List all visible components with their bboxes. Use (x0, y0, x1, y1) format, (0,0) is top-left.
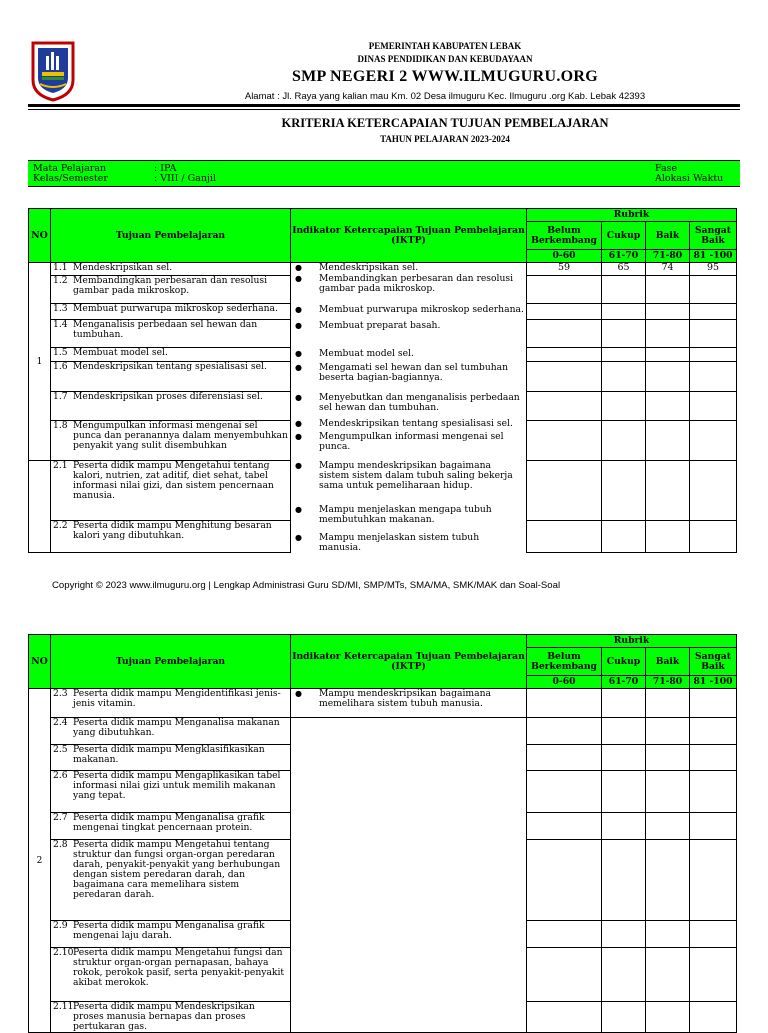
score-cell[interactable] (602, 840, 646, 921)
tp-item (51, 948, 291, 1002)
info-values (154, 164, 216, 184)
head-iktp: Indikator Ketercapaian Tujuan Pembelajaran (IKTP) (291, 209, 527, 263)
score-cell[interactable] (646, 718, 690, 745)
school-address: Alamat : Jl. Raya yang kalian mau Km. 02 Desa ilmuguru Kec. Ilmuguru .org Kab. Lebak 42393 (244, 91, 646, 102)
score-cell[interactable] (690, 948, 737, 1002)
score-cell[interactable] (646, 921, 690, 948)
iktp-text: Membandingkan perbesaran dan resolusi gambar pada mikroskop. (319, 273, 514, 294)
criteria-table-page2 (28, 634, 737, 1033)
score-cell[interactable] (527, 392, 602, 421)
score-cell[interactable] (527, 276, 602, 304)
score-cell[interactable] (646, 689, 690, 718)
tp-text: Peserta didik mampu Menganalisa grafik mengenai laju darah. (73, 920, 265, 941)
score-cell[interactable] (646, 813, 690, 840)
score-cell[interactable] (527, 745, 602, 771)
score-cell[interactable] (690, 718, 737, 745)
tp-number: 1.8 (53, 420, 68, 431)
iktp-text: Mendeskripsikan tentang spesialisasi sel. (319, 418, 513, 429)
bullet: ● (295, 504, 302, 514)
tp-text: Peserta didik mampu Menganalisa makanan yang dibutuhkan. (73, 717, 280, 738)
tp-text: Peserta didik mampu Menganalisa grafik mengenai tingkat pencernaan protein. (73, 812, 265, 833)
score-cell[interactable] (602, 771, 646, 813)
score-cell[interactable] (646, 304, 690, 320)
tp-number: 1.5 (53, 347, 68, 358)
tp-item (51, 771, 291, 813)
score-cell[interactable] (527, 948, 602, 1002)
tp-number: 2.2 (53, 519, 68, 531)
row-number: 1 (29, 263, 51, 461)
head-no: NO (29, 209, 51, 263)
tp-text: Peserta didik mampu Mendeskripsikan proses manusia bernapas dan proses pertukaran gas. (73, 1001, 255, 1032)
score-cell[interactable] (527, 362, 602, 392)
tp-text: Membuat purwarupa mikroskop sederhana. (73, 303, 278, 314)
tp-item (51, 320, 291, 348)
score-cell[interactable] (646, 362, 690, 392)
iktp-text: Mampu mendeskripsikan bagaimana sistem sistem dalam tubuh saling bekerja sama untuk pemeliharaan hidup. (319, 459, 513, 491)
head-no: NO (29, 635, 51, 689)
bullet: ● (295, 532, 302, 542)
range-sangat: 81 -100 (690, 250, 737, 263)
iktp-text: Membuat model sel. (319, 348, 414, 359)
tp-number: 2.3 (53, 688, 68, 699)
gov-name: PEMERINTAH KABUPATEN LEBAK (368, 41, 522, 51)
head-cukup: Cukup (602, 222, 646, 250)
range-cukup: 61-70 (602, 250, 646, 263)
score-cell[interactable] (527, 921, 602, 948)
bullet: ● (295, 263, 302, 272)
head-tp: Tujuan Pembelajaran (51, 635, 291, 689)
score-sangat: 95 (690, 263, 737, 276)
head-belum: Belum Berkembang (527, 648, 602, 676)
bullet: ● (295, 274, 302, 283)
tp-number: 1.7 (53, 391, 68, 402)
tp-number: 2.10 (53, 947, 74, 958)
tp-number: 1.3 (53, 303, 68, 314)
range-baik: 71-80 (646, 676, 690, 689)
tp-item (51, 813, 291, 840)
head-tp: Tujuan Pembelajaran (51, 209, 291, 263)
iktp-text: Mampu menjelaskan sistem tubuh manusia. (319, 531, 480, 553)
score-cell[interactable] (690, 689, 737, 718)
score-cell[interactable] (527, 689, 602, 718)
time-allocation-label: Alokasi Waktu (655, 173, 724, 184)
score-cell[interactable] (602, 1002, 646, 1033)
bullet: ● (295, 393, 302, 402)
tp-item (51, 840, 291, 921)
tp-number: 1.1 (53, 262, 68, 273)
score-cell[interactable] (690, 304, 737, 320)
head-sangat: Sangat Baik (690, 648, 737, 676)
score-cell[interactable] (690, 348, 737, 362)
tp-text: Peserta didik mampu Mengetahui tentang struktur dan fungsi organ-organ peredaran darah, penyakit-penyakit yang berhubungan dengan sistem peredaran darah, dan bagaimana cara memelihara sistem peredaran darah. (73, 839, 281, 900)
score-cell[interactable] (646, 348, 690, 362)
score-cell[interactable] (527, 771, 602, 813)
tp-item (51, 421, 291, 461)
tp-text: Membandingkan perbesaran dan resolusi gambar pada mikroskop. (73, 275, 268, 296)
tp-item (51, 745, 291, 771)
head-cukup: Cukup (602, 648, 646, 676)
score-cell[interactable] (646, 840, 690, 921)
head-sangat: Sangat Baik (690, 222, 737, 250)
score-cell[interactable] (602, 718, 646, 745)
tp-item (51, 304, 291, 320)
tp-item (51, 276, 291, 304)
score-cell[interactable] (602, 348, 646, 362)
score-cell[interactable] (690, 921, 737, 948)
agency-name: DINAS PENDIDIKAN DAN KEBUDAYAAN (357, 54, 533, 64)
score-cell[interactable] (646, 392, 690, 421)
score-cell[interactable] (646, 461, 690, 521)
score-cell[interactable] (690, 421, 737, 461)
subject-value: : IPA (154, 163, 177, 174)
document-title: KRITERIA KETERCAPAIAN TUJUAN PEMBELAJARAN (281, 116, 609, 130)
tp-number: 2.8 (53, 839, 68, 850)
score-cell[interactable] (646, 276, 690, 304)
tp-text: Mendeskripsikan proses diferensiasi sel. (73, 391, 263, 402)
tp-text: Mendeskripsikan tentang spesialisasi sel. (73, 361, 267, 372)
tp-item (51, 263, 291, 276)
score-cell[interactable] (690, 520, 737, 552)
tp-item (51, 362, 291, 392)
head-baik: Baik (646, 648, 690, 676)
score-cell[interactable] (602, 745, 646, 771)
score-cell[interactable] (602, 520, 646, 552)
class-label: Kelas/Semester (33, 173, 108, 184)
score-cukup: 65 (602, 263, 646, 276)
score-cell[interactable] (690, 771, 737, 813)
score-cell[interactable] (646, 948, 690, 1002)
score-cell[interactable] (690, 1002, 737, 1033)
score-cell[interactable] (527, 304, 602, 320)
score-cell[interactable] (527, 718, 602, 745)
score-cell[interactable] (602, 304, 646, 320)
tp-item (51, 1002, 291, 1033)
score-cell[interactable] (602, 948, 646, 1002)
score-cell[interactable] (690, 745, 737, 771)
school-name: SMP NEGERI 2 WWW.ILMUGURU.ORG (291, 68, 599, 85)
tp-item (51, 718, 291, 745)
iktp-cell (291, 689, 527, 718)
iktp-cell-empty (291, 718, 527, 1033)
score-cell[interactable] (527, 1002, 602, 1033)
school-logo (30, 40, 76, 102)
score-cell[interactable] (690, 392, 737, 421)
tp-number: 2.5 (53, 744, 68, 755)
tp-text: Menganalisis perbedaan sel hewan dan tumbuhan. (73, 319, 258, 340)
tp-text: Peserta didik mampu Menghitung besaran kalori yang dibutuhkan. (73, 519, 272, 541)
tp-text: Membuat model sel. (73, 347, 168, 358)
tp-number: 2.11 (53, 1001, 74, 1012)
iktp-cell (291, 263, 527, 461)
iktp-text: Mampu mendeskripsikan bagaimana memelihara sistem tubuh manusia. (319, 688, 491, 709)
score-cell[interactable] (527, 520, 602, 552)
score-cell[interactable] (602, 461, 646, 521)
tp-item (51, 461, 291, 521)
header-rule-thick (28, 104, 740, 107)
class-value: : VIII / Ganjil (154, 173, 216, 184)
info-right (655, 164, 723, 184)
criteria-table-page1 (28, 208, 737, 553)
score-cell[interactable] (602, 689, 646, 718)
tp-item (51, 392, 291, 421)
info-labels (33, 164, 108, 184)
tp-text: Peserta didik mampu Mengaplikasikan tabel informasi nilai gizi untuk memilih makanan yang tepat. (73, 770, 281, 801)
range-belum: 0-60 (527, 250, 602, 263)
score-cell[interactable] (690, 813, 737, 840)
bullet: ● (295, 321, 302, 330)
bullet: ● (295, 363, 302, 372)
tp-number: 2.4 (53, 717, 68, 728)
score-cell[interactable] (602, 276, 646, 304)
score-cell[interactable] (602, 392, 646, 421)
score-cell[interactable] (602, 921, 646, 948)
score-cell[interactable] (690, 276, 737, 304)
head-rubric: Rubrik (527, 635, 737, 648)
tp-number: 1.2 (53, 275, 68, 286)
score-cell[interactable] (602, 362, 646, 392)
iktp-text: Membuat purwarupa mikroskop sederhana. (319, 304, 524, 315)
score-cell[interactable] (527, 840, 602, 921)
iktp-text: Membuat preparat basah. (319, 320, 441, 331)
score-cell[interactable] (690, 461, 737, 521)
copyright-footer: Copyright © 2023 www.ilmuguru.org | Lengkap Administrasi Guru SD/MI, SMP/MTs, SMA/MA, SMK/MAK dan Soal-Soal (52, 580, 561, 591)
tp-item (51, 520, 291, 552)
score-belum: 59 (527, 263, 602, 276)
bullet: ● (295, 689, 302, 698)
score-cell[interactable] (527, 320, 602, 348)
head-rubric: Rubrik (527, 209, 737, 222)
bullet: ● (295, 432, 302, 441)
head-iktp: Indikator Ketercapaian Tujuan Pembelajaran (IKTP) (291, 635, 527, 689)
academic-year: TAHUN PELAJARAN 2023-2024 (380, 134, 510, 144)
score-cell[interactable] (602, 320, 646, 348)
header-rule-thin (28, 109, 740, 110)
row-number-empty (29, 461, 51, 553)
score-cell[interactable] (602, 813, 646, 840)
tp-number: 2.6 (53, 770, 68, 781)
subject-info-bar (28, 160, 740, 187)
tp-number: 2.7 (53, 812, 68, 823)
tp-text: Peserta didik mampu Mengetahui fungsi dan struktur organ-organ pernapasan, bahaya rokok, perokok pasif, serta penyakit-penyakit akibat merokok. (73, 947, 285, 988)
tp-item (51, 689, 291, 718)
score-cell[interactable] (527, 461, 602, 521)
bullet: ● (295, 419, 302, 428)
phase-label: Fase (655, 163, 678, 174)
iktp-text: Mampu menjelaskan mengapa tubuh membutuhkan makanan. (319, 503, 492, 525)
score-cell[interactable] (646, 421, 690, 461)
tp-text: Peserta didik mampu Mengidentifikasi jenis-jenis vitamin. (73, 688, 281, 709)
iktp-text: Mengamati sel hewan dan sel tumbuhan beserta bagian-bagiannya. (319, 362, 509, 383)
head-baik: Baik (646, 222, 690, 250)
row-number: 2 (29, 689, 51, 1033)
score-cell[interactable] (690, 840, 737, 921)
score-cell[interactable] (646, 771, 690, 813)
tp-text: Mengumpulkan informasi mengenai sel punca dan peranannya dalam menyembuhkan penyakit yang sulit disembuhkan (73, 420, 288, 451)
tp-number: 2.1 (53, 460, 68, 471)
bullet: ● (295, 305, 302, 314)
tp-number: 1.6 (53, 361, 68, 372)
tp-item (51, 348, 291, 362)
score-cell[interactable] (527, 813, 602, 840)
bullet: ● (295, 349, 302, 358)
score-cell[interactable] (646, 520, 690, 552)
score-cell[interactable] (690, 320, 737, 348)
iktp-text: Mendeskripsikan sel. (319, 262, 419, 273)
bullet: ● (295, 460, 302, 470)
score-baik: 74 (646, 263, 690, 276)
score-cell[interactable] (527, 421, 602, 461)
subject-label: Mata Pelajaran (33, 163, 107, 174)
tp-text: Mendeskripsikan sel. (73, 262, 173, 273)
score-cell[interactable] (646, 1002, 690, 1033)
score-cell[interactable] (646, 745, 690, 771)
iktp-text: Menyebutkan dan menganalisis perbedaan sel hewan dan tumbuhan. (319, 392, 520, 413)
tp-text: Peserta didik mampu Mengetahui tentang kalori, nutrien, zat aditif, diet sehat, tabel informasi nilai gizi, dan sistem pencernaan manusia. (73, 460, 274, 501)
range-baik: 71-80 (646, 250, 690, 263)
tp-text: Peserta didik mampu Mengklasifikasikan makanan. (73, 744, 265, 765)
range-belum: 0-60 (527, 676, 602, 689)
tp-item (51, 921, 291, 948)
iktp-text: Mengumpulkan informasi mengenai sel punca. (319, 431, 504, 452)
score-cell[interactable] (602, 421, 646, 461)
range-sangat: 81 -100 (690, 676, 737, 689)
score-cell[interactable] (527, 348, 602, 362)
iktp-cell (291, 461, 527, 553)
score-cell[interactable] (690, 362, 737, 392)
tp-number: 1.4 (53, 319, 68, 330)
range-cukup: 61-70 (602, 676, 646, 689)
score-cell[interactable] (646, 320, 690, 348)
head-belum: Belum Berkembang (527, 222, 602, 250)
tp-number: 2.9 (53, 920, 68, 931)
